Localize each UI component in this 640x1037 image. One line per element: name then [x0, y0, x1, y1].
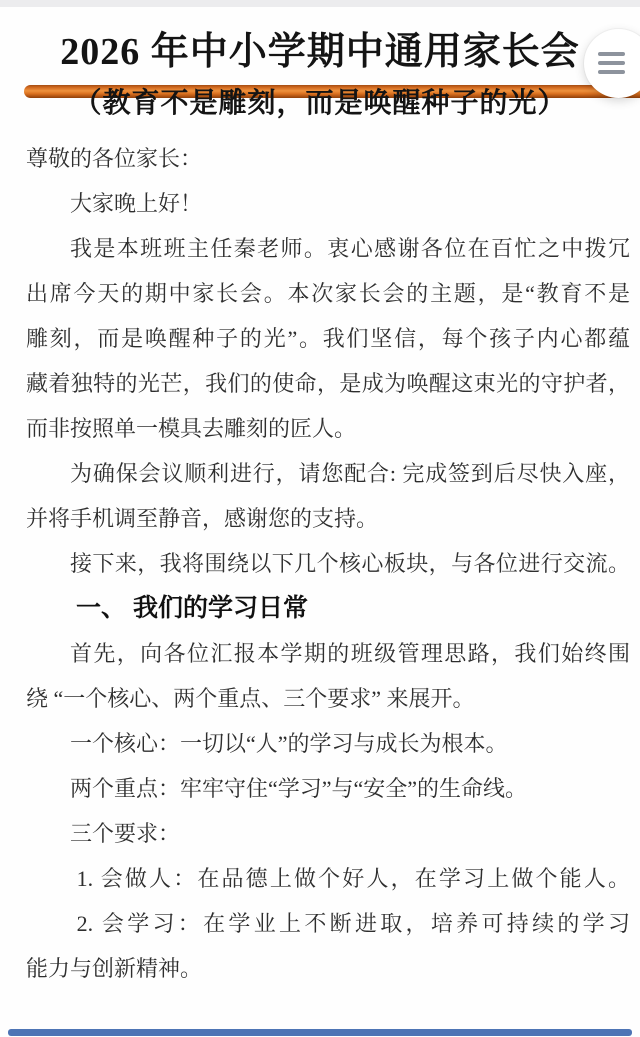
document-line: 能力与创新精神。	[26, 956, 203, 981]
top-edge-strip	[0, 0, 640, 7]
document-line: 而非按照单一模具去雕刻的匠人。	[26, 416, 357, 441]
document-line: 1. 会做人：在品德上做个好人，在学习上做个能人。	[76, 866, 630, 891]
document-line: 雕刻，而是唤醒种子的光”。我们坚信，每个孩子内心都蕴	[26, 326, 630, 351]
document-body	[26, 136, 630, 991]
document-line: 绕 “一个核心、两个重点、三个要求” 来展开。	[26, 686, 475, 711]
document-line: 并将手机调至静音，感谢您的支持。	[26, 506, 379, 531]
page-title: 2026 年中小学期中通用家长会	[60, 31, 580, 73]
document-line: 两个重点：牢牢守住“学习”与“安全”的生命线。	[70, 776, 528, 801]
hamburger-menu-icon	[598, 52, 625, 74]
bottom-border-bar	[8, 1029, 632, 1036]
document-line: 藏着独特的光芒，我们的使命，是成为唤醒这束光的守护者，	[26, 371, 630, 396]
document-line: 我是本班班主任秦老师。衷心感谢各位在百忙之中拨冗	[70, 236, 630, 261]
document-line: 2. 会学习：在学业上不断进取，培养可持续的学习	[76, 911, 630, 936]
document-line: 为确保会议顺利进行，请您配合: 完成签到后尽快入座，	[70, 461, 630, 486]
document-line: 尊敬的各位家长：	[26, 146, 203, 171]
document-line: 大家晚上好！	[70, 191, 203, 216]
document-line: 首先，向各位汇报本学期的班级管理思路，我们始终围	[70, 641, 630, 666]
page-subtitle: （教育不是雕刻，而是唤醒种子的光）	[73, 88, 567, 119]
document-line: 出席今天的期中家长会。本次家长会的主题，是“教育不是	[26, 281, 630, 306]
document-line: 三个要求：	[70, 821, 181, 846]
document-line: 一、 我们的学习日常	[76, 594, 308, 622]
document-line: 一个核心：一切以“人”的学习与成长为根本。	[70, 731, 508, 756]
document-line: 接下来，我将围绕以下几个核心板块，与各位进行交流。	[70, 551, 630, 576]
